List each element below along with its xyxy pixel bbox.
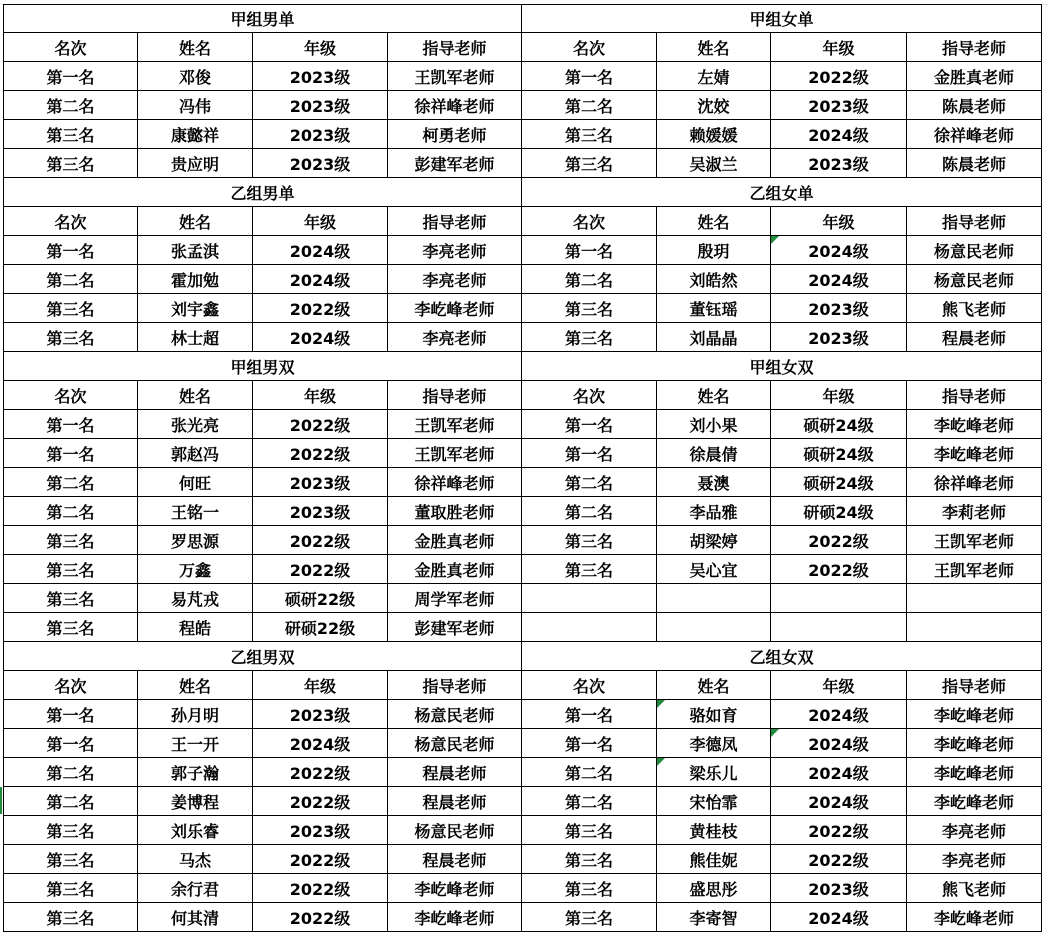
grade-cell[interactable]: 2024级 (253, 729, 388, 758)
rank-cell[interactable]: 第二名 (522, 265, 657, 294)
section-title[interactable]: 乙组男双 (3, 642, 522, 671)
column-header-rank[interactable]: 名次 (3, 381, 138, 410)
column-header-rank[interactable]: 名次 (3, 33, 138, 62)
coach-cell[interactable]: 金胜真老师 (388, 526, 522, 555)
coach-cell[interactable]: 杨意民老师 (388, 729, 522, 758)
rank-cell[interactable]: 第二名 (3, 497, 138, 526)
grade-cell[interactable]: 研硕22级 (253, 613, 388, 642)
table-row (3, 526, 1042, 555)
grade-cell[interactable]: 2022级 (771, 845, 907, 874)
coach-cell[interactable]: 程晨老师 (907, 323, 1042, 352)
name-cell[interactable]: 聂澳 (657, 468, 771, 497)
rank-cell[interactable]: 第二名 (3, 265, 138, 294)
grade-cell[interactable]: 2022级 (253, 787, 388, 816)
table-row (3, 903, 1042, 932)
grade-cell[interactable]: 2023级 (771, 91, 907, 120)
coach-cell[interactable]: 李屹峰老师 (907, 787, 1042, 816)
grade-cell[interactable]: 硕研24级 (771, 468, 907, 497)
name-cell[interactable]: 郭子瀚 (138, 758, 253, 787)
rank-cell[interactable]: 第三名 (3, 816, 138, 845)
grade-cell[interactable]: 2024级 (771, 120, 907, 149)
name-cell[interactable]: 孙月明 (138, 700, 253, 729)
name-cell[interactable]: 马杰 (138, 845, 253, 874)
rank-cell[interactable]: 第三名 (522, 903, 657, 932)
rank-cell[interactable]: 第三名 (3, 874, 138, 903)
grade-cell[interactable] (771, 584, 907, 613)
table-row (3, 236, 1042, 265)
table-row (3, 468, 1042, 497)
grade-cell[interactable]: 2024级 (253, 236, 388, 265)
column-header-rank[interactable]: 名次 (3, 671, 138, 700)
table-row (3, 265, 1042, 294)
name-cell[interactable]: 林士超 (138, 323, 253, 352)
name-cell[interactable]: 王一开 (138, 729, 253, 758)
grade-cell[interactable]: 2022级 (253, 410, 388, 439)
grade-cell[interactable]: 2022级 (253, 555, 388, 584)
grade-cell[interactable]: 2022级 (771, 526, 907, 555)
rank-cell[interactable] (522, 613, 657, 642)
column-header-rank[interactable]: 名次 (522, 381, 657, 410)
rank-cell[interactable]: 第一名 (522, 729, 657, 758)
grade-cell[interactable]: 2023级 (771, 323, 907, 352)
coach-cell[interactable]: 李亮老师 (388, 323, 522, 352)
table-row (3, 439, 1042, 468)
column-header-name[interactable]: 姓名 (138, 207, 253, 236)
column-header-coach[interactable]: 指导老师 (388, 671, 522, 700)
grade-cell[interactable]: 2024级 (771, 903, 907, 932)
grade-cell[interactable]: 硕研24级 (771, 439, 907, 468)
table-row (3, 323, 1042, 352)
column-header-grade[interactable]: 年级 (253, 33, 388, 62)
grade-cell[interactable]: 2022级 (253, 526, 388, 555)
section-title[interactable]: 甲组女双 (522, 352, 1042, 381)
column-header-rank[interactable]: 名次 (522, 33, 657, 62)
rank-cell[interactable]: 第一名 (522, 410, 657, 439)
name-cell[interactable]: 张孟淇 (138, 236, 253, 265)
grade-cell[interactable]: 2024级 (771, 236, 907, 265)
rank-cell[interactable]: 第二名 (3, 468, 138, 497)
rank-cell[interactable]: 第二名 (522, 468, 657, 497)
name-cell[interactable]: 张光亮 (138, 410, 253, 439)
table-row (3, 294, 1042, 323)
name-cell[interactable]: 殷玥 (657, 236, 771, 265)
rank-cell[interactable]: 第三名 (3, 294, 138, 323)
name-cell[interactable]: 黄桂枝 (657, 816, 771, 845)
name-cell[interactable]: 霍加勉 (138, 265, 253, 294)
rank-cell[interactable]: 第一名 (3, 700, 138, 729)
name-cell[interactable]: 贵应明 (138, 149, 253, 178)
section-title-row (3, 4, 1042, 33)
table-row (3, 497, 1042, 526)
table-row (3, 584, 1042, 613)
name-cell[interactable]: 赖媛媛 (657, 120, 771, 149)
coach-cell[interactable]: 李亮老师 (388, 265, 522, 294)
grade-cell[interactable]: 2022级 (771, 816, 907, 845)
coach-cell[interactable]: 杨意民老师 (907, 265, 1042, 294)
coach-cell[interactable]: 柯勇老师 (388, 120, 522, 149)
column-header-row (3, 33, 1042, 62)
coach-cell[interactable]: 李屹峰老师 (388, 294, 522, 323)
column-header-coach[interactable]: 指导老师 (907, 33, 1042, 62)
name-cell[interactable]: 余行君 (138, 874, 253, 903)
coach-cell[interactable]: 李莉老师 (907, 497, 1042, 526)
coach-cell[interactable]: 徐祥峰老师 (388, 91, 522, 120)
rank-cell[interactable]: 第二名 (3, 91, 138, 120)
rank-cell[interactable]: 第三名 (3, 903, 138, 932)
table-row (3, 787, 1042, 816)
column-header-grade[interactable]: 年级 (253, 207, 388, 236)
coach-cell[interactable]: 李屹峰老师 (388, 874, 522, 903)
coach-cell[interactable]: 李屹峰老师 (907, 758, 1042, 787)
coach-cell[interactable]: 李屹峰老师 (907, 729, 1042, 758)
column-header-coach[interactable]: 指导老师 (907, 381, 1042, 410)
rank-cell[interactable]: 第一名 (3, 410, 138, 439)
name-cell[interactable]: 宋怡霏 (657, 787, 771, 816)
name-cell[interactable]: 吴心宜 (657, 555, 771, 584)
grade-cell[interactable] (771, 613, 907, 642)
coach-cell[interactable]: 陈晨老师 (907, 149, 1042, 178)
column-header-row (3, 671, 1042, 700)
rank-cell[interactable]: 第三名 (3, 526, 138, 555)
coach-cell[interactable]: 程晨老师 (388, 787, 522, 816)
coach-cell[interactable]: 徐祥峰老师 (388, 468, 522, 497)
table-row (3, 729, 1042, 758)
section-title-row (3, 352, 1042, 381)
grade-cell[interactable]: 2024级 (771, 758, 907, 787)
rank-cell[interactable]: 第三名 (3, 613, 138, 642)
column-header-coach[interactable]: 指导老师 (907, 671, 1042, 700)
name-cell[interactable]: 易芃戎 (138, 584, 253, 613)
table-row (3, 120, 1042, 149)
rank-cell[interactable]: 第一名 (522, 439, 657, 468)
row-selection-marker (0, 787, 2, 814)
column-header-row (3, 381, 1042, 410)
name-cell[interactable] (657, 613, 771, 642)
coach-cell[interactable]: 彭建军老师 (388, 613, 522, 642)
column-header-name[interactable]: 姓名 (138, 33, 253, 62)
table-row (3, 410, 1042, 439)
coach-cell[interactable]: 王凯军老师 (388, 410, 522, 439)
name-cell[interactable]: 何旺 (138, 468, 253, 497)
coach-cell[interactable]: 程晨老师 (388, 758, 522, 787)
grade-cell[interactable]: 2024级 (253, 265, 388, 294)
coach-cell[interactable]: 金胜真老师 (907, 62, 1042, 91)
grade-cell[interactable]: 2022级 (253, 903, 388, 932)
table-row (3, 149, 1042, 178)
rank-cell[interactable]: 第三名 (522, 294, 657, 323)
rank-cell[interactable]: 第三名 (522, 845, 657, 874)
grade-cell[interactable]: 2023级 (771, 149, 907, 178)
rank-cell[interactable]: 第一名 (3, 729, 138, 758)
coach-cell[interactable]: 李屹峰老师 (907, 410, 1042, 439)
rank-cell[interactable]: 第三名 (3, 845, 138, 874)
section-title-row (3, 178, 1042, 207)
name-cell[interactable]: 刘乐睿 (138, 816, 253, 845)
table-row (3, 758, 1042, 787)
table-row (3, 845, 1042, 874)
rank-cell[interactable]: 第三名 (522, 816, 657, 845)
column-header-grade[interactable]: 年级 (771, 33, 907, 62)
section-title[interactable]: 乙组女双 (522, 642, 1042, 671)
name-cell[interactable]: 刘宇鑫 (138, 294, 253, 323)
grade-cell[interactable]: 2022级 (253, 845, 388, 874)
rank-cell[interactable] (522, 584, 657, 613)
name-cell[interactable]: 刘小果 (657, 410, 771, 439)
coach-cell[interactable]: 熊飞老师 (907, 294, 1042, 323)
rank-cell[interactable]: 第二名 (3, 758, 138, 787)
rank-cell[interactable]: 第二名 (522, 787, 657, 816)
name-cell[interactable]: 左婧 (657, 62, 771, 91)
rank-cell[interactable]: 第二名 (522, 91, 657, 120)
name-cell[interactable]: 李品雅 (657, 497, 771, 526)
grade-cell[interactable]: 硕研22级 (253, 584, 388, 613)
name-cell[interactable]: 吴淑兰 (657, 149, 771, 178)
column-header-coach[interactable]: 指导老师 (388, 381, 522, 410)
table-row (3, 874, 1042, 903)
name-cell[interactable]: 沈姣 (657, 91, 771, 120)
rank-cell[interactable]: 第三名 (3, 555, 138, 584)
grade-cell[interactable]: 2024级 (771, 729, 907, 758)
name-cell[interactable]: 邓俊 (138, 62, 253, 91)
grade-cell[interactable]: 2023级 (253, 816, 388, 845)
column-header-row (3, 207, 1042, 236)
table-row (3, 91, 1042, 120)
section-title[interactable]: 乙组女单 (522, 178, 1042, 207)
name-cell[interactable]: 万鑫 (138, 555, 253, 584)
section-title[interactable]: 甲组男双 (3, 352, 522, 381)
coach-cell[interactable]: 王凯军老师 (907, 526, 1042, 555)
rank-cell[interactable]: 第三名 (522, 526, 657, 555)
name-cell[interactable]: 骆如育 (657, 700, 771, 729)
grade-cell[interactable]: 2022级 (253, 874, 388, 903)
column-header-name[interactable]: 姓名 (138, 671, 253, 700)
grade-cell[interactable]: 硕研24级 (771, 410, 907, 439)
name-cell[interactable]: 熊佳妮 (657, 845, 771, 874)
column-header-grade[interactable]: 年级 (771, 671, 907, 700)
coach-cell[interactable]: 周学军老师 (388, 584, 522, 613)
coach-cell[interactable] (907, 613, 1042, 642)
coach-cell[interactable]: 李亮老师 (907, 816, 1042, 845)
rank-cell[interactable]: 第一名 (522, 700, 657, 729)
rank-cell[interactable]: 第一名 (3, 62, 138, 91)
rank-cell[interactable]: 第二名 (3, 787, 138, 816)
rank-cell[interactable]: 第三名 (522, 149, 657, 178)
name-cell[interactable]: 刘晶晶 (657, 323, 771, 352)
grade-cell[interactable]: 2022级 (253, 758, 388, 787)
coach-cell[interactable]: 李屹峰老师 (907, 903, 1042, 932)
table-row (3, 62, 1042, 91)
column-header-name[interactable]: 姓名 (657, 671, 771, 700)
rank-cell[interactable]: 第三名 (3, 584, 138, 613)
name-cell[interactable]: 李德凤 (657, 729, 771, 758)
column-header-name[interactable]: 姓名 (138, 381, 253, 410)
name-cell[interactable]: 郭赵冯 (138, 439, 253, 468)
grade-cell[interactable]: 2024级 (771, 700, 907, 729)
rank-cell[interactable]: 第一名 (522, 236, 657, 265)
column-header-rank[interactable]: 名次 (3, 207, 138, 236)
coach-cell[interactable]: 王凯军老师 (388, 439, 522, 468)
section-title[interactable]: 甲组男单 (3, 4, 522, 33)
rank-cell[interactable]: 第一名 (3, 439, 138, 468)
name-cell[interactable]: 王铭一 (138, 497, 253, 526)
grade-cell[interactable]: 2023级 (253, 497, 388, 526)
column-header-coach[interactable]: 指导老师 (907, 207, 1042, 236)
name-cell[interactable]: 徐晨倩 (657, 439, 771, 468)
column-header-grade[interactable]: 年级 (253, 671, 388, 700)
grade-cell[interactable]: 2023级 (253, 149, 388, 178)
name-cell[interactable]: 胡梁婷 (657, 526, 771, 555)
grade-cell[interactable]: 2023级 (253, 91, 388, 120)
rank-cell[interactable]: 第三名 (522, 323, 657, 352)
rank-cell[interactable]: 第三名 (522, 120, 657, 149)
column-header-rank[interactable]: 名次 (522, 207, 657, 236)
rank-cell[interactable]: 第三名 (3, 149, 138, 178)
grade-cell[interactable]: 2023级 (253, 468, 388, 497)
coach-cell[interactable]: 李亮老师 (907, 845, 1042, 874)
coach-cell[interactable]: 王凯军老师 (388, 62, 522, 91)
name-cell[interactable]: 李寄智 (657, 903, 771, 932)
column-header-name[interactable]: 姓名 (657, 33, 771, 62)
column-header-name[interactable]: 姓名 (657, 207, 771, 236)
section-title-row (3, 642, 1042, 671)
name-cell[interactable]: 盛思彤 (657, 874, 771, 903)
grade-cell[interactable]: 2023级 (253, 62, 388, 91)
rank-cell[interactable]: 第二名 (522, 497, 657, 526)
rank-cell[interactable]: 第三名 (3, 120, 138, 149)
column-header-rank[interactable]: 名次 (522, 671, 657, 700)
coach-cell[interactable]: 李屹峰老师 (388, 903, 522, 932)
column-header-grade[interactable]: 年级 (253, 381, 388, 410)
section-title[interactable]: 甲组女单 (522, 4, 1042, 33)
table-row (3, 816, 1042, 845)
grade-cell[interactable]: 2023级 (253, 120, 388, 149)
column-header-grade[interactable]: 年级 (771, 207, 907, 236)
coach-cell[interactable]: 李屹峰老师 (907, 439, 1042, 468)
name-cell[interactable]: 康懿祥 (138, 120, 253, 149)
grade-cell[interactable]: 2023级 (253, 700, 388, 729)
grade-cell[interactable]: 2022级 (771, 555, 907, 584)
grade-cell[interactable]: 2023级 (771, 294, 907, 323)
rank-cell[interactable]: 第一名 (522, 62, 657, 91)
column-header-name[interactable]: 姓名 (657, 381, 771, 410)
name-cell[interactable]: 姜博程 (138, 787, 253, 816)
coach-cell[interactable]: 熊飞老师 (907, 874, 1042, 903)
section-title[interactable]: 乙组男单 (3, 178, 522, 207)
grade-cell[interactable]: 研硕24级 (771, 497, 907, 526)
coach-cell[interactable] (907, 584, 1042, 613)
coach-cell[interactable]: 杨意民老师 (388, 816, 522, 845)
rank-cell[interactable]: 第三名 (522, 874, 657, 903)
coach-cell[interactable]: 李亮老师 (388, 236, 522, 265)
column-header-coach[interactable]: 指导老师 (388, 207, 522, 236)
table-row (3, 555, 1042, 584)
table-row (3, 700, 1042, 729)
name-cell[interactable]: 冯伟 (138, 91, 253, 120)
grade-cell[interactable]: 2022级 (253, 439, 388, 468)
coach-cell[interactable]: 彭建军老师 (388, 149, 522, 178)
coach-cell[interactable]: 董取胜老师 (388, 497, 522, 526)
name-cell[interactable]: 罗思源 (138, 526, 253, 555)
coach-cell[interactable]: 徐祥峰老师 (907, 468, 1042, 497)
rank-cell[interactable]: 第二名 (522, 758, 657, 787)
column-header-grade[interactable]: 年级 (771, 381, 907, 410)
grade-cell[interactable]: 2024级 (771, 787, 907, 816)
coach-cell[interactable]: 徐祥峰老师 (907, 120, 1042, 149)
name-cell[interactable]: 梁乐儿 (657, 758, 771, 787)
grade-cell[interactable]: 2023级 (771, 874, 907, 903)
name-cell[interactable] (657, 584, 771, 613)
grade-cell[interactable]: 2024级 (253, 323, 388, 352)
column-header-coach[interactable]: 指导老师 (388, 33, 522, 62)
name-cell[interactable]: 程皓 (138, 613, 253, 642)
coach-cell[interactable]: 陈晨老师 (907, 91, 1042, 120)
grade-cell[interactable]: 2022级 (771, 62, 907, 91)
coach-cell[interactable]: 程晨老师 (388, 845, 522, 874)
coach-cell[interactable]: 金胜真老师 (388, 555, 522, 584)
rank-cell[interactable]: 第三名 (3, 323, 138, 352)
coach-cell[interactable]: 李屹峰老师 (907, 700, 1042, 729)
coach-cell[interactable]: 杨意民老师 (907, 236, 1042, 265)
coach-cell[interactable]: 王凯军老师 (907, 555, 1042, 584)
coach-cell[interactable]: 杨意民老师 (388, 700, 522, 729)
name-cell[interactable]: 董钰瑶 (657, 294, 771, 323)
grade-cell[interactable]: 2024级 (771, 265, 907, 294)
rank-cell[interactable]: 第一名 (3, 236, 138, 265)
name-cell[interactable]: 何其清 (138, 903, 253, 932)
table-row (3, 613, 1042, 642)
rank-cell[interactable]: 第三名 (522, 555, 657, 584)
grade-cell[interactable]: 2022级 (253, 294, 388, 323)
name-cell[interactable]: 刘皓然 (657, 265, 771, 294)
